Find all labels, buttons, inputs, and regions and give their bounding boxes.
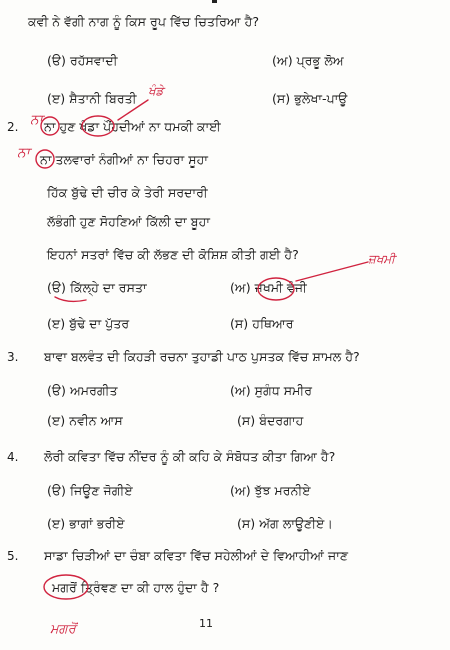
q1-option-d: (ਸ) ਭੁਲੇਖਾ-ਪਾਊ xyxy=(272,91,348,106)
q4-question-text: ਲੋਰੀ ਕਵਿਤਾ ਵਿੱਚ ਨੀਂਦਰ ਨੂੰ ਕੀ ਕਹਿ ਕੇ ਸੰਬੋਧਤ ਕੀਤਾ ਗਿਆ ਹੈ? xyxy=(44,449,336,464)
top-edge-mark xyxy=(212,0,217,3)
q4-option-d: (ਸ) ਅੱਗ ਲਾਊਣੀਏ। xyxy=(237,516,333,531)
q2-verse-line-1: ਨਾ ਹੁਣ ਖੰਡਾ ਪੌਂਹਦੀਆਂ ਨਾ ਧਮਕੀ ਕਾਈ xyxy=(44,119,221,134)
zakhmi-line xyxy=(296,262,368,281)
q4-option-b: (ਅ) ਝੁੱਝ ਮਰਨੀਏ xyxy=(230,483,311,498)
q3-question-text: ਬਾਵਾ ਬਲਵੰਤ ਦੀ ਕਿਹੜੀ ਰਚਨਾ ਤੁਹਾਡੀ ਪਾਠ ਪੁਸਤਕ ਵਿੱਚ ਸ਼ਾਮਲ ਹੈ? xyxy=(44,349,360,364)
zakhmi-handwritten-note: ਜ਼ਖਮੀ xyxy=(368,252,395,266)
q1-option-a: (ੳ) ਰਹੱਸਵਾਦੀ xyxy=(47,53,118,68)
q3-option-a: (ੳ) ਅਮਰਗੀਤ xyxy=(47,383,118,398)
q2-verse-line-2: ਨਾ ਤਲਵਾਰਾਂ ਨੰਗੀਆਂ ਨਾ ਚਿਹਰਾ ਸੂਹਾ xyxy=(40,152,208,167)
q3-number: 3. xyxy=(7,350,19,364)
q4-number: 4. xyxy=(7,450,19,464)
magron-handwritten-note: ਮਗਰੋਂ xyxy=(50,622,76,637)
q2-option-a: (ੳ) ਕਿੱਲ੍ਹੇ ਦਾ ਰਸਤਾ xyxy=(47,280,147,295)
na-handwritten-2: ਨਾ xyxy=(17,145,30,161)
q2-question-text: ਇਹਨਾਂ ਸਤਰਾਂ ਵਿੱਚ ਕੀ ਲੱਭਣ ਦੀ ਕੋਸ਼ਿਸ਼ ਕੀਤੀ ਗਈ ਹੈ? xyxy=(47,247,299,262)
na-handwritten-1: ਨਾ xyxy=(30,112,43,128)
q5-number: 5. xyxy=(7,549,19,563)
option-a-tick xyxy=(55,297,86,301)
q5-question-line-2: ਮਗਰੋਂ ਤ੍ਰਿੰਞਣ ਦਾ ਕੀ ਹਾਲ ਹੁੰਦਾ ਹੈ ? xyxy=(52,580,220,595)
khanda-handwritten-note: ਖੰਡੇ xyxy=(148,84,164,98)
q1-question-text: ਕਵੀ ਨੇ ਵੱਗੀ ਨਾਗ ਨੂੰ ਕਿਸ ਰੂਪ ਵਿੱਚ ਚਿਤਰਿਆ ਹੈ? xyxy=(28,14,260,29)
page-number: 11 xyxy=(199,617,213,630)
q3-option-d: (ਸ) ਬੰਦਰਗਾਹ xyxy=(237,413,304,428)
q2-option-c: (ੲ) ਬੁੱਢੇ ਦਾ ਪੁੱਤਰ xyxy=(47,316,130,331)
q1-option-c: (ੲ) ਸ਼ੈਤਾਨੀ ਬਿਰਤੀ xyxy=(47,91,137,106)
q2-number: 2. xyxy=(7,120,19,134)
q4-option-a: (ੳ) ਜਿਊਣ ਜੋਗੀਏ xyxy=(47,483,133,498)
q2-option-d: (ਸ) ਹਥਿਆਰ xyxy=(230,316,294,331)
q4-option-c: (ੲ) ਭਾਗਾਂ ਭਰੀਏ xyxy=(47,516,125,531)
q2-option-b: (ਅ) ਜ਼ਖਮੀ ਵੰਜੀ xyxy=(230,280,307,295)
q3-option-b: (ਅ) ਸੁਗੰਧ ਸਮੀਰ xyxy=(230,383,313,398)
q1-option-b: (ਅ) ਪ੍ਰਭੂ ਲੋਅ xyxy=(272,53,344,68)
q5-question-line-1: ਸਾਡਾ ਚਿੜੀਆਂ ਦਾ ਚੰਬਾ ਕਵਿਤਾ ਵਿੱਚ ਸਹੇਲੀਆਂ ਦੇ ਵਿਆਹੀਆਂ ਜਾਣ xyxy=(44,548,349,563)
q2-verse-line-4: ਲੱਭੰਗੀ ਹੁਣ ਸੋਹਣਿਆਂ ਕਿੱਲੀ ਦਾ ਬੂਹਾ xyxy=(47,214,210,229)
q3-option-c: (ੲ) ਨਵੀਨ ਆਸ xyxy=(47,413,123,428)
q2-verse-line-3: ਹਿੱਕ ਬੁੱਢੇ ਦੀ ਚੀਰ ਕੇ ਤੇਰੀ ਸਰਦਾਰੀ xyxy=(47,185,208,200)
